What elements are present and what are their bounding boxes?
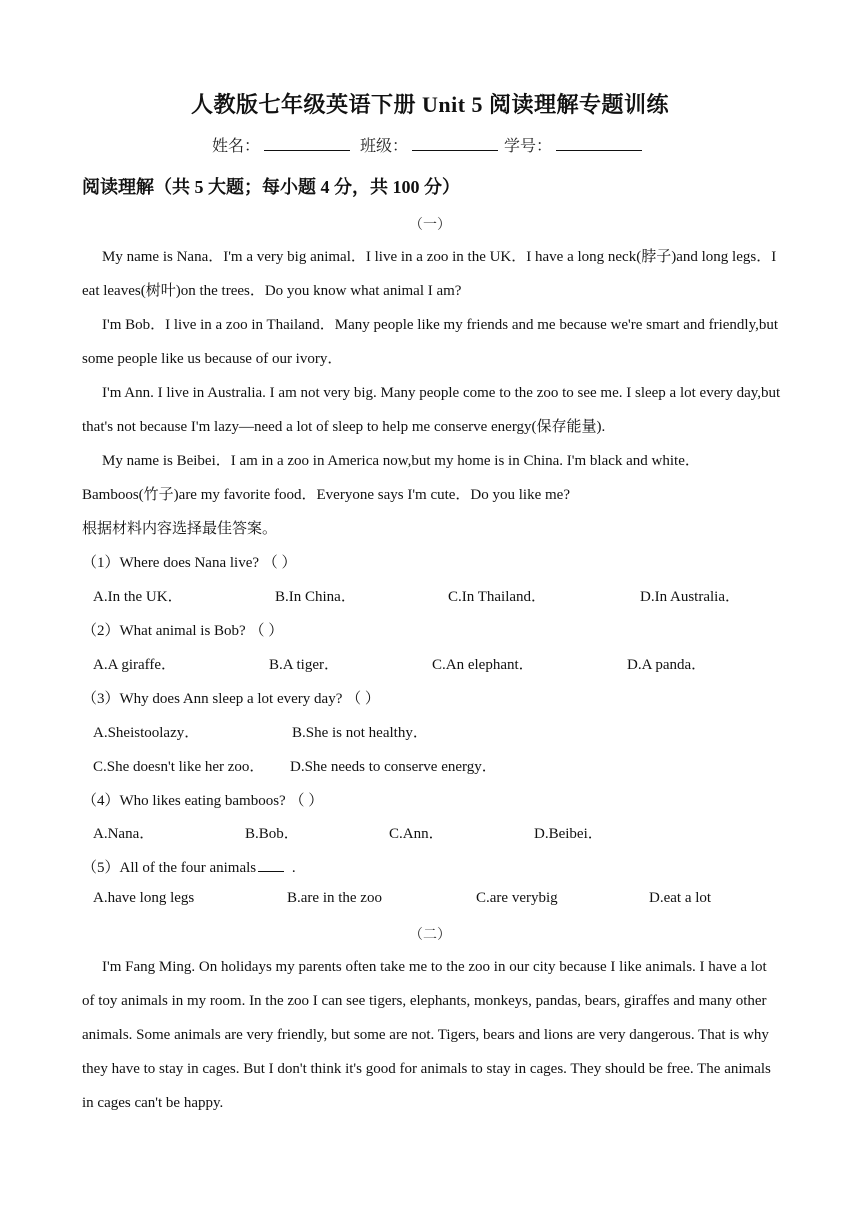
page-title: 人教版七年级英语下册 Unit 5 阅读理解专题训练 xyxy=(190,92,670,117)
instruction-text: 根据材料内容选择最佳答案。 xyxy=(82,521,278,537)
option-c[interactable]: C.She doesn't like her zoo． xyxy=(93,759,265,775)
class-blank xyxy=(412,136,498,151)
option-c[interactable]: C.An elephant． xyxy=(432,657,534,673)
option-a[interactable]: A.have long legs xyxy=(93,890,195,906)
option-c[interactable]: C.Ann． xyxy=(389,826,444,842)
section-heading: 阅读理解（共 5 大题；每小题 4 分，共 100 分） xyxy=(82,177,460,197)
name-blank xyxy=(264,136,350,151)
option-c[interactable]: C.In Thailand． xyxy=(448,589,547,605)
number-blank xyxy=(556,136,642,151)
option-d[interactable]: D.Beibei． xyxy=(534,826,603,842)
question-stem: （1）Where does Nana live? （ ） xyxy=(82,555,297,571)
option-a[interactable]: A.Sheistoolazy． xyxy=(93,725,200,741)
option-c[interactable]: C.are verybig xyxy=(476,890,558,906)
passage-paragraph: I'm Ann. I live in Australia. I am not very big. Many people come to the zoo to see me. I sleep a lot every day,but that's not because I'm lazy—need a lot of sleep to help me conserve energy(保存能量). xyxy=(82,385,781,435)
passage-paragraph: I'm Fang Ming. On holidays my parents often take me to the zoo in our city because I like animals. I have a lot of toy animals in my room. In the zoo I can see tigers, elephants, monkeys, pandas, bears, giraffes and many other animals. Some animals are very friendly, but some are not. Tigers, bears and lions are very dangerous. That is why they have to stay in cages. But I don't think it's good for animals to stay in cages. They should be free. The animals in cages can't be happy. xyxy=(82,959,771,1111)
option-d[interactable]: D.A panda． xyxy=(627,657,707,673)
question-stem: （2）What animal is Bob? （ ） xyxy=(82,623,284,639)
question-stem: （3）Why does Ann sleep a lot every day? （ ） xyxy=(82,691,380,707)
question-stem-end: . xyxy=(288,860,296,876)
option-d[interactable]: D.She needs to conserve energy． xyxy=(290,759,497,775)
part-two-label: （二） xyxy=(409,928,451,943)
option-b[interactable]: B.A tiger． xyxy=(269,657,339,673)
option-d[interactable]: D.In Australia． xyxy=(640,589,740,605)
answer-blank[interactable] xyxy=(258,859,284,872)
student-info-row xyxy=(0,133,860,156)
option-b[interactable]: B.In China． xyxy=(275,589,356,605)
passage-paragraph: I'm Bob．I live in a zoo in Thailand．Many people like my friends and me because we're smart and friendly,but some people like us because of our ivory． xyxy=(82,317,779,367)
passage-paragraph: My name is Nana．I'm a very big animal．I live in a zoo in the UK．I have a long neck(脖子)and long legs．I eat leaves(树叶)on the trees．Do you know what animal I am? xyxy=(82,249,777,299)
question-stem xyxy=(82,856,296,877)
question-stem-text: （5）All of the four animals xyxy=(82,860,257,876)
option-b[interactable]: B.She is not healthy． xyxy=(292,725,428,741)
option-a[interactable]: A.A giraffe． xyxy=(93,657,177,673)
option-d[interactable]: D.eat a lot xyxy=(649,890,712,906)
option-b[interactable]: B.are in the zoo xyxy=(287,890,382,906)
name-label: 姓名： xyxy=(211,138,260,155)
number-label: 学号： xyxy=(504,138,553,155)
question-stem: （4）Who likes eating bamboos? （ ） xyxy=(82,793,324,809)
option-a[interactable]: A.Nana． xyxy=(93,826,155,842)
option-a[interactable]: A.In the UK． xyxy=(93,589,183,605)
passage-paragraph: My name is Beibei．I am in a zoo in America now,but my home is in China. I'm black and white．Bamboos(竹子)are my favorite food．Everyone says I'm cute．Do you like me? xyxy=(82,453,700,503)
class-label: 班级： xyxy=(359,138,408,155)
option-b[interactable]: B.Bob． xyxy=(245,826,299,842)
part-one-label: （一） xyxy=(409,218,451,233)
